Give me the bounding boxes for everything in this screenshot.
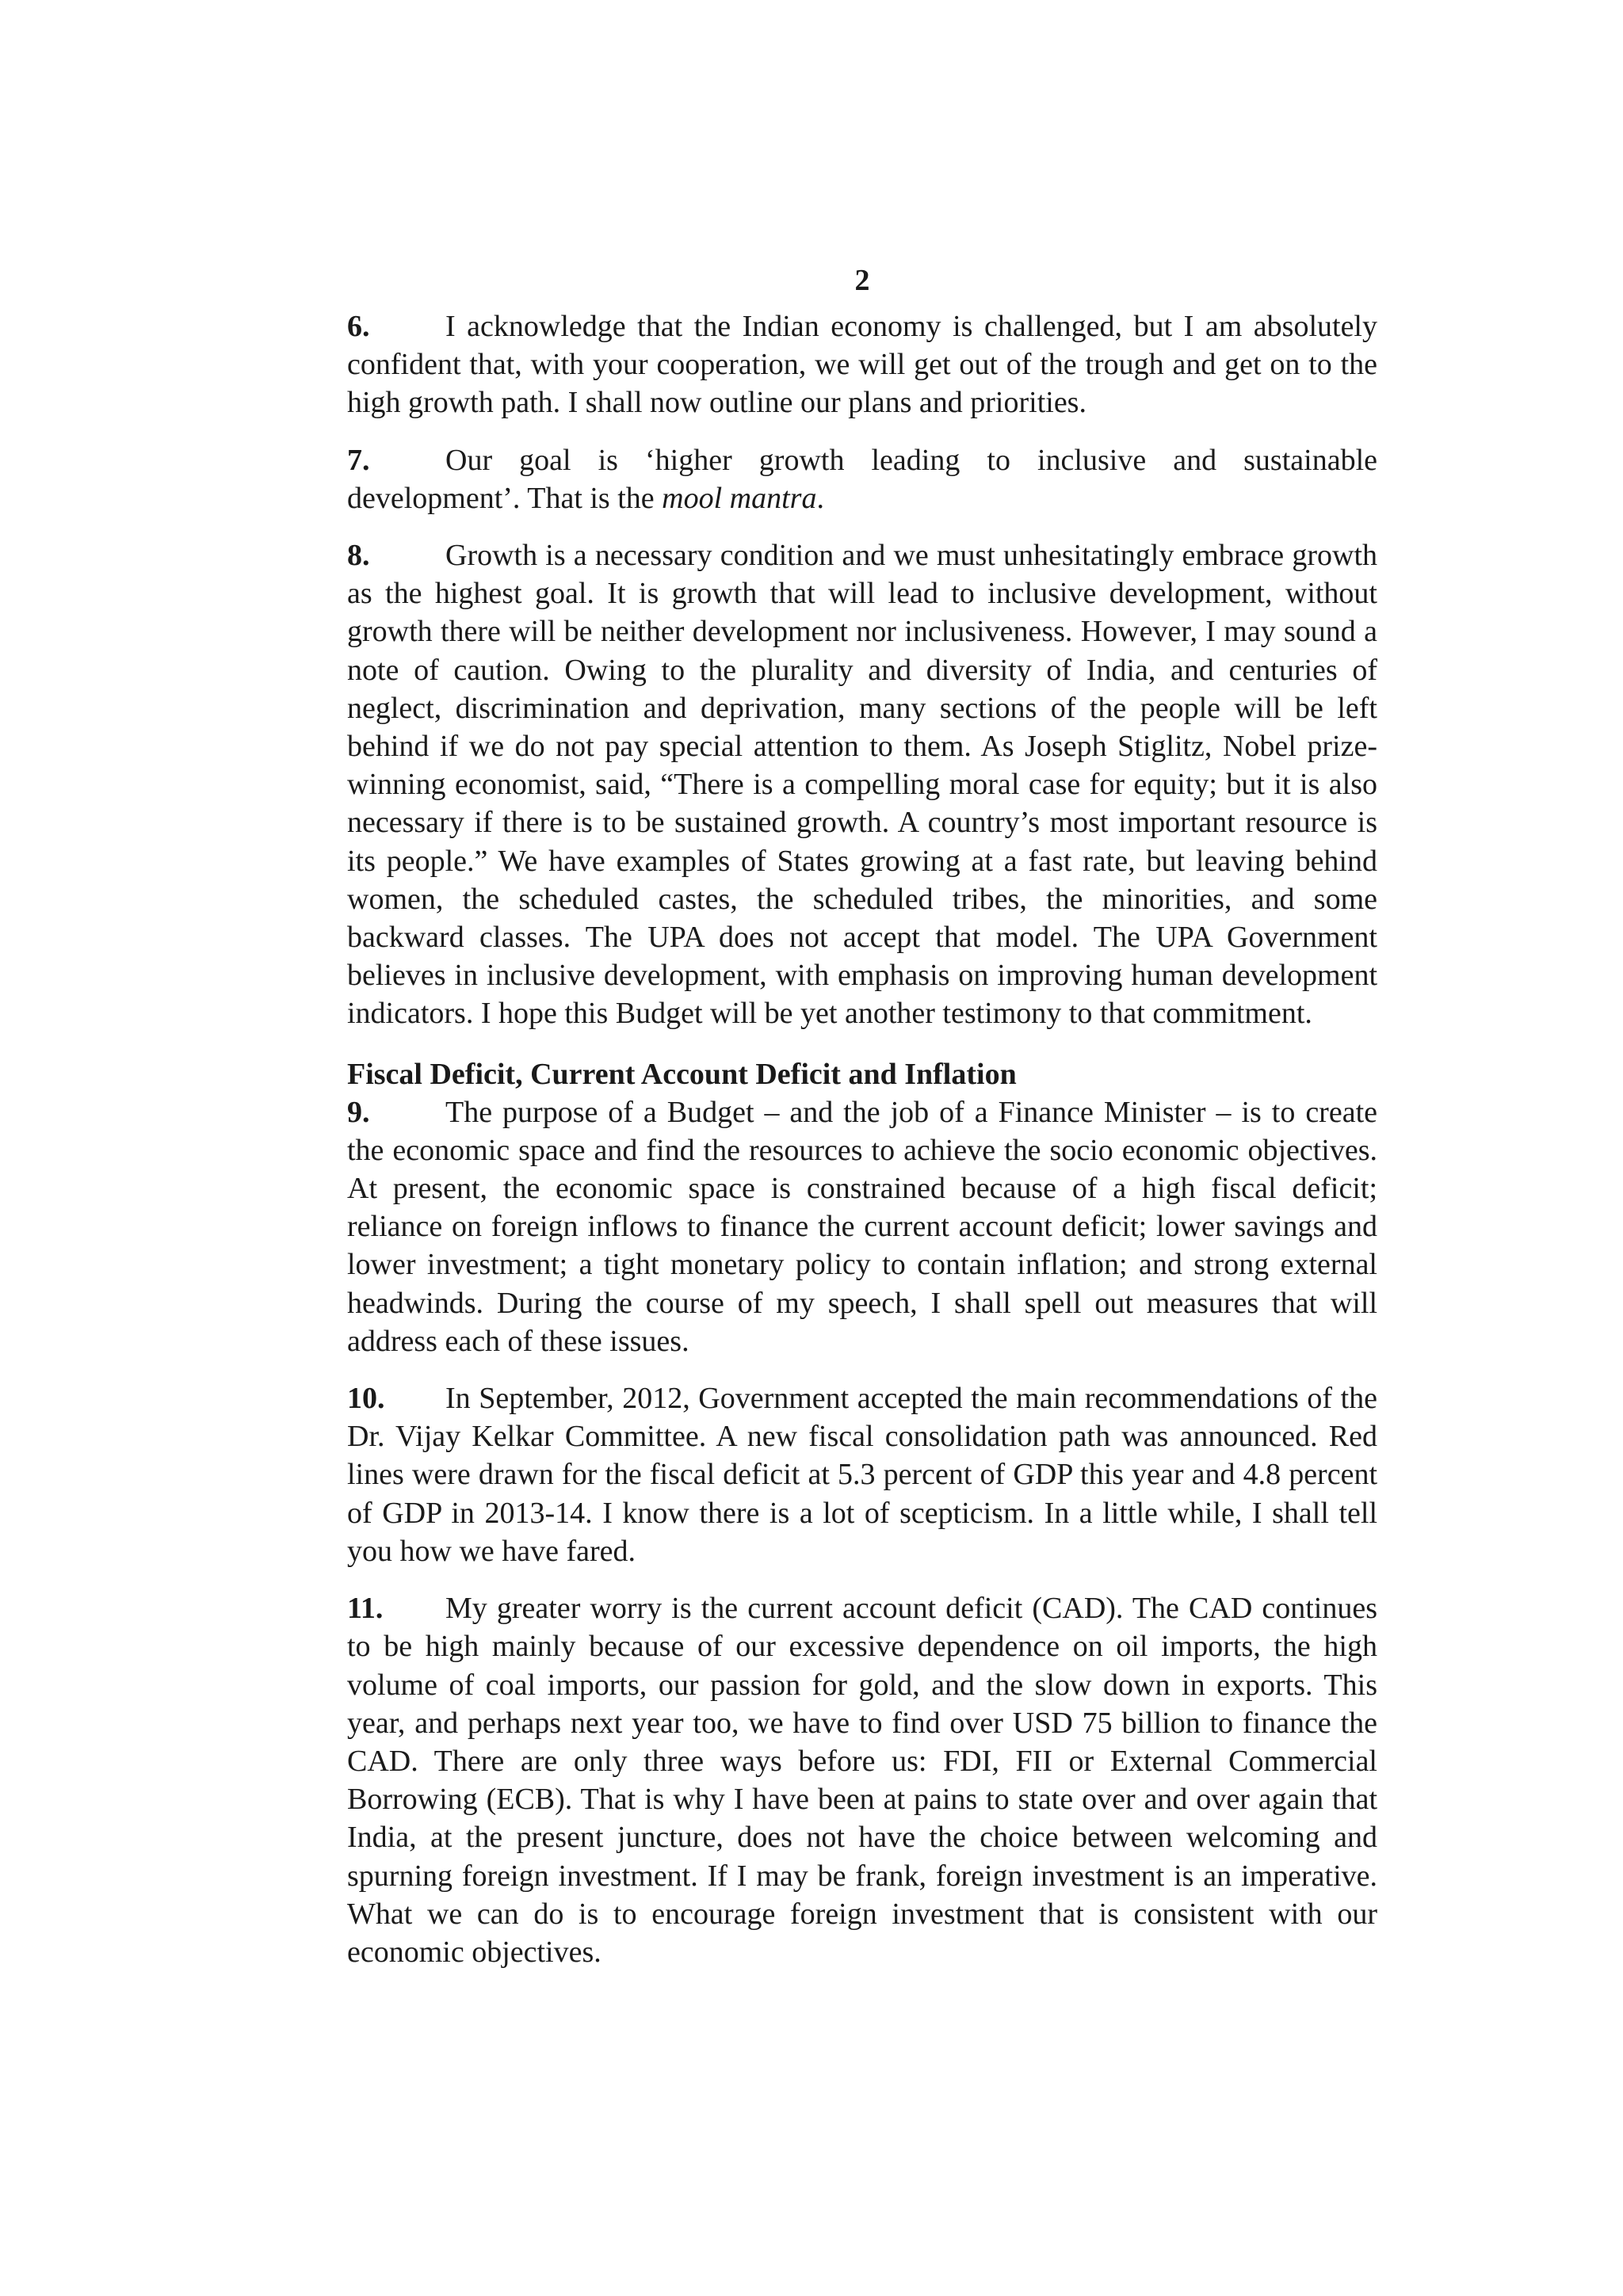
paragraph-11 — [347, 1589, 1377, 1971]
paragraph-6 — [347, 307, 1377, 422]
paragraph-number: 8. — [347, 539, 370, 573]
paragraph-text: The purpose of a Budget – and the job of a Finance Minister – is to create the economic space and find the resources to achieve the socio economic objectives. At present, the economic space is constrained because of a high fiscal deficit; reliance on foreign inflows to finance the current account deficit; lower savings and lower investment; a tight monetary policy to contain inflation; and strong external headwinds. During the course of my speech, I shall spell out measures that will address each of these issues. — [347, 1095, 1377, 1358]
paragraph-text: In September, 2012, Government accepted the main recommendations of the Dr. Vijay Kelkar Committee. A new fiscal consolidation path was announced. Red lines were drawn for the fiscal deficit at 5.3 percent of GDP this year and 4.8 percent of GDP in 2013-14. I know there is a lot of scepticism. In a little while, I shall tell you how we have fared. — [347, 1382, 1377, 1568]
page-number: 2 — [854, 264, 870, 297]
paragraph-8 — [347, 536, 1377, 1033]
paragraph-number: 9. — [347, 1095, 370, 1129]
paragraph-text-end: . — [816, 481, 824, 515]
paragraph-text: I acknowledge that the Indian economy is challenged, but I am absolutely confident that, with your cooperation, we will get out of the trough and get on to the high growth path. I shall now outline our plans and priorities. — [347, 310, 1377, 420]
paragraph-number: 7. — [347, 443, 370, 477]
paragraph-text: My greater worry is the current account deficit (CAD). The CAD continues to be high mainly because of our excessive dependence on oil imports, the high volume of coal imports, our passion for gold, and the slow down in exports. This year, and perhaps next year too, we have to find over USD 75 billion to finance the CAD. There are only three ways before us: FDI, FII or External Commercial Borrowing (ECB). That is why I have been at pains to state over and over again that India, at the present juncture, does not have the choice between welcoming and spurning foreign investment. If I may be frank, foreign investment is an imperative. What we can do is to encourage foreign investment that is consistent with our economic objectives. — [347, 1592, 1377, 1969]
document-page — [347, 261, 1377, 1990]
paragraph-text: Growth is a necessary condition and we must unhesitatingly embrace growth as the highest goal. It is growth that will lead to inclusive development, without growth there will be neither development nor inclusiveness. However, I may sound a note of caution. Owing to the plurality and diversity of India, and centuries of neglect, discrimination and deprivation, many sections of the people will be left behind if we do not pay special attention to them. As Joseph Stiglitz, Nobel prize-winning economist, said, “There is a compelling moral case for equity; but it is also necessary if there is to be sustained growth. A country’s most important resource is its people.” We have examples of States growing at a fast rate, but leaving behind women, the scheduled castes, the scheduled tribes, the minorities, and some backward classes. The UPA does not accept that model. The UPA Government believes in inclusive development, with emphasis on improving human development indicators. I hope this Budget will be yet another testimony to that commitment. — [347, 539, 1377, 1031]
paragraph-number: 11. — [347, 1592, 384, 1626]
italic-phrase: mool mantra — [662, 481, 817, 515]
section-heading: Fiscal Deficit, Current Account Deficit and Inflation — [347, 1057, 1017, 1091]
paragraph-number: 10. — [347, 1382, 385, 1416]
paragraph-number: 6. — [347, 310, 370, 343]
paragraph-10 — [347, 1379, 1377, 1570]
paragraph-9 — [347, 1093, 1377, 1360]
paragraph-7 — [347, 441, 1377, 517]
paragraph-text: Our goal is ‘higher growth leading to inclusive and sustainable development’. That is the — [347, 443, 1377, 515]
